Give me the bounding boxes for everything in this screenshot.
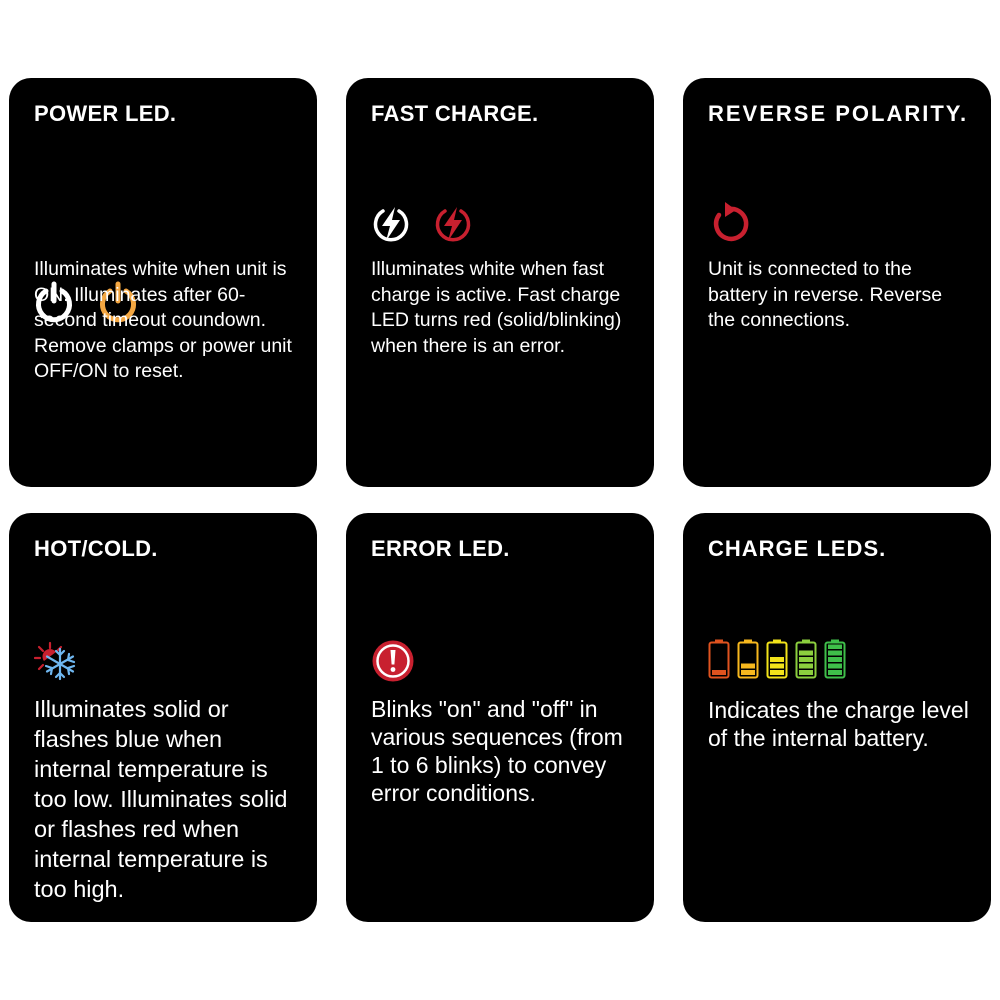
card-title: REVERSE POLARITY. [708, 101, 969, 126]
hot-cold-icons [34, 641, 78, 683]
card-description: Illuminates white when fast charge is active. Fast charge LED turns red (solid/blinking) when there is an error. [371, 258, 622, 357]
power-led-card [9, 78, 317, 487]
card-title: POWER LED. [34, 101, 177, 126]
card-title: FAST CHARGE. [371, 101, 539, 126]
card-title: CHARGE LEDS. [708, 536, 887, 561]
reverse-arrow-icon [708, 201, 750, 245]
fast-charge-icons [371, 203, 473, 245]
card-title: HOT/COLD. [34, 536, 158, 561]
charge-leds-card [683, 513, 991, 922]
lightning-red-icon [433, 203, 473, 245]
card-description: Blinks "on" and "off" in various sequences (from 1 to 6 blinks) to convey error conditions. [371, 696, 623, 806]
reverse-polarity-card [683, 78, 991, 487]
lightning-white-icon [371, 203, 411, 245]
battery-5-icon [824, 639, 846, 679]
fast-charge-card [346, 78, 654, 487]
card-description: Illuminates white when unit is ON. Illuminates after 60-second timeout coundown. Remove clamps or power unit OFF/ON to reset. [34, 258, 292, 382]
error-exclamation-icon [371, 639, 415, 683]
card-description: Indicates the charge level of the internal battery. [708, 697, 969, 751]
card-description: Illuminates solid or flashes blue when internal temperature is too low. Illuminates solid or flashes red when internal temperature is too high. [34, 696, 288, 902]
battery-3-icon [766, 639, 788, 679]
hot-cold-card [9, 513, 317, 922]
error-led-icons [371, 639, 415, 683]
charge-leds-icons [708, 639, 846, 679]
sun-snowflake-icon [34, 641, 78, 683]
battery-4-icon [795, 639, 817, 679]
battery-2-icon [737, 639, 759, 679]
battery-1-icon [708, 639, 730, 679]
error-led-card [346, 513, 654, 922]
card-description: Unit is connected to the battery in reverse. Reverse the connections. [708, 258, 943, 331]
reverse-polarity-icons [708, 201, 750, 245]
card-title: ERROR LED. [371, 536, 510, 561]
